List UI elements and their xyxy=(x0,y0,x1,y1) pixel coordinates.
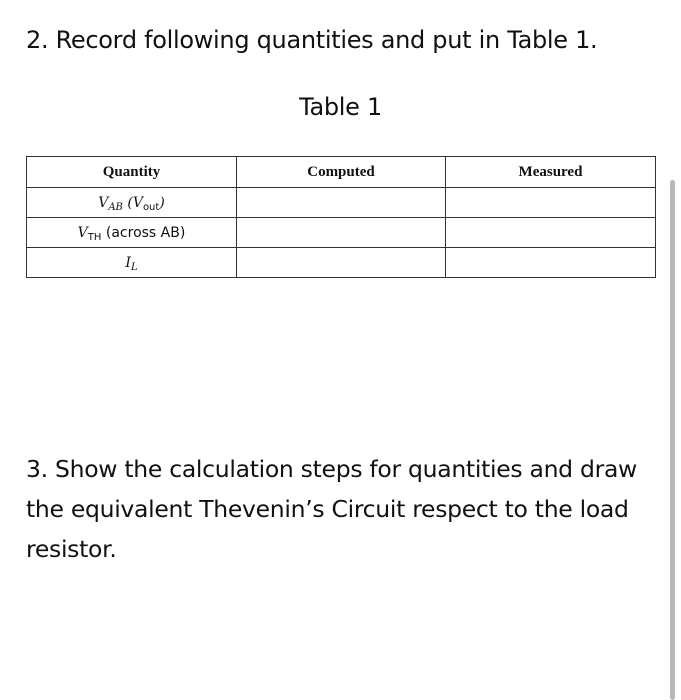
quantity-symbol: V xyxy=(77,224,88,241)
quantity-subscript: TH xyxy=(87,231,102,243)
section-3-paragraph: 3. Show the calculation steps for quantities and draw the equivalent Thevenin’s Circuit respect to the load resistor. xyxy=(26,455,637,563)
measured-vth-cell[interactable] xyxy=(446,218,656,248)
table-caption: Table 1 xyxy=(299,93,382,121)
quantity-symbol: V xyxy=(98,194,109,211)
quantity-description: (across AB) xyxy=(101,224,186,241)
header-quantity: Quantity xyxy=(27,157,237,188)
quantity-symbol: I xyxy=(125,254,131,271)
quantity-subscript: L xyxy=(130,261,138,273)
quantity-subscript-2: out xyxy=(142,201,160,213)
header-measured: Measured xyxy=(446,157,656,188)
quantity-paren-open: ( xyxy=(122,194,133,211)
computed-il-cell[interactable] xyxy=(237,248,446,278)
quantity-vab-cell xyxy=(27,188,237,218)
quantities-table xyxy=(26,156,656,278)
measured-il-cell[interactable] xyxy=(446,248,656,278)
measured-vab-cell[interactable] xyxy=(446,188,656,218)
table-row-il xyxy=(27,248,656,278)
table-header-row xyxy=(27,157,656,188)
quantity-subscript: AB xyxy=(108,201,123,213)
quantity-il-cell xyxy=(27,248,237,278)
table-row-vab xyxy=(27,188,656,218)
quantity-vth-cell xyxy=(27,218,237,248)
computed-vth-cell[interactable] xyxy=(237,218,446,248)
vertical-scrollbar[interactable] xyxy=(670,180,675,700)
table-row-vth xyxy=(27,218,656,248)
section-2-heading: 2. Record following quantities and put in Table 1. xyxy=(26,26,598,54)
quantity-paren-close: ) xyxy=(159,194,165,211)
computed-vab-cell[interactable] xyxy=(237,188,446,218)
header-computed: Computed xyxy=(237,157,446,188)
quantity-symbol-2: V xyxy=(132,194,143,211)
